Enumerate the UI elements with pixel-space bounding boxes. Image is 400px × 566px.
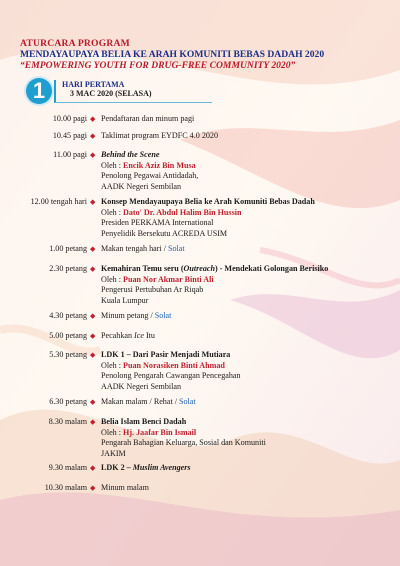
separator: / [148,311,155,320]
day-number-badge: 1 [26,78,52,104]
separator: / [161,244,168,253]
header-subtitle: MENDAYAUPAYA BELIA KE ARAH KOMUNITI BEBAS DADAH 2020 [20,49,325,60]
schedule-time: 1.00 petang [49,244,87,253]
schedule-title: Minum petang [101,311,149,320]
schedule-title [101,264,391,275]
speaker-name: Puan Norasiken Binti Ahmad [123,360,225,370]
schedule-time: 9.30 malam [48,463,87,472]
speaker-org: JAKIM [101,448,126,458]
schedule-time: 2.30 petang [49,264,87,273]
speaker-name: Hj. Jaafar Bin Ismail [123,427,197,437]
day-banner [26,78,206,103]
schedule-title: Behind the Scene [101,150,160,159]
schedule-title: LDK 1 – Dari Pasir Menjadi Mutiara [101,350,231,359]
day-name: HARI PERTAMA [62,80,125,89]
title-part: ) - Mendekati Golongan Berisiko [215,264,329,273]
diamond-bullet-icon: ◆ [90,245,96,253]
oleh-label: Oleh : [101,360,124,370]
title-part: LDK 2 – [101,463,133,472]
diamond-bullet-icon: ◆ [90,351,96,359]
schedule-time: 10.00 pagi [52,114,87,123]
title-italic-part: Muslim Avengers [132,463,191,472]
speaker-name: Puan Nor Akmar Binti Ali [123,274,214,284]
title-part: Kemahiran Temu seru ( [101,264,184,273]
speaker-org: Kuala Lumpur [101,295,149,305]
diamond-bullet-icon: ◆ [90,332,96,340]
title-italic-part: Ice [134,331,144,340]
schedule-time: 11.00 pagi [53,150,87,159]
speaker-name: Encik Aziz Bin Musa [123,160,196,170]
schedule-time: 5.00 petang [49,331,87,340]
oleh-label: Oleh : [101,427,124,437]
schedule-time: 5.30 petang [49,350,87,359]
schedule-title: Pendaftaran dan minum pagi [101,114,195,123]
diamond-bullet-icon: ◆ [90,265,96,273]
schedule-time: 6.30 petang [49,397,87,406]
diamond-bullet-icon: ◆ [90,198,96,206]
oleh-label: Oleh : [101,207,124,217]
speaker-role: Penolong Pegawai Antidadah, [101,171,199,181]
diamond-bullet-icon: ◆ [90,312,96,320]
day-date: 3 MAC 2020 (SELASA) [70,89,152,98]
day-label-box [54,80,212,103]
diamond-bullet-icon: ◆ [90,132,96,140]
diamond-bullet-icon: ◆ [90,398,96,406]
oleh-label: Oleh : [101,274,124,284]
prayer-label: Solat [154,311,172,320]
diamond-bullet-icon: ◆ [90,418,96,426]
schedule-title: Makan malam / Rehat [101,397,173,406]
prayer-label: Solat [167,244,185,253]
schedule-time: 8.30 malam [48,417,87,426]
separator: / [172,397,179,406]
schedule-time: 4.30 petang [49,311,87,320]
header-tagline: “EMPOWERING YOUTH FOR DRUG-FREE COMMUNITY 2020” [20,60,296,71]
speaker-role: Presiden PERKAMA International [101,218,214,228]
diamond-bullet-icon: ◆ [90,484,96,492]
diamond-bullet-icon: ◆ [90,115,96,123]
speaker-role: Penolong Pengarah Cawangan Pencegahan [101,371,241,381]
schedule-title: Makan tengah hari [101,244,162,253]
prayer-label: Solat [179,397,196,406]
speaker-org: Penyelidik Bersekutu ACREDA USIM [101,228,228,238]
diamond-bullet-icon: ◆ [90,464,96,472]
schedule-time: 10.45 pagi [52,131,87,140]
title-part: Pecahkan [101,331,135,340]
schedule-title: Konsep Mendayaupaya Belia ke Arah Komuniti Bebas Dadah [101,197,315,206]
schedule-time: 12.00 tengah hari [30,197,87,206]
speaker-name: Dato' Dr. Abdul Halim Bin Hussin [123,207,242,217]
schedule-title: Minum malam [101,483,149,492]
diamond-bullet-icon: ◆ [90,151,96,159]
schedule-title: Belia Islam Benci Dadah [101,417,187,426]
speaker-org: AADK Negeri Sembilan [101,381,182,391]
schedule-title: Taklimat program EYDFC 4.0 2020 [101,131,219,140]
oleh-label: Oleh : [101,160,124,170]
program-header [20,38,390,71]
speaker-org: AADK Negeri Sembilan [101,181,182,191]
speaker-role: Pengerusi Pertubuhan Ar Riqab [101,285,204,295]
header-title: ATURCARA PROGRAM [20,38,130,49]
speaker-role: Pengarah Bahagian Keluarga, Sosial dan Komuniti [101,438,266,448]
schedule-time: 10.30 malam [44,483,87,492]
title-italic-part: Outreach [183,264,215,273]
title-part: Itu [143,331,155,340]
